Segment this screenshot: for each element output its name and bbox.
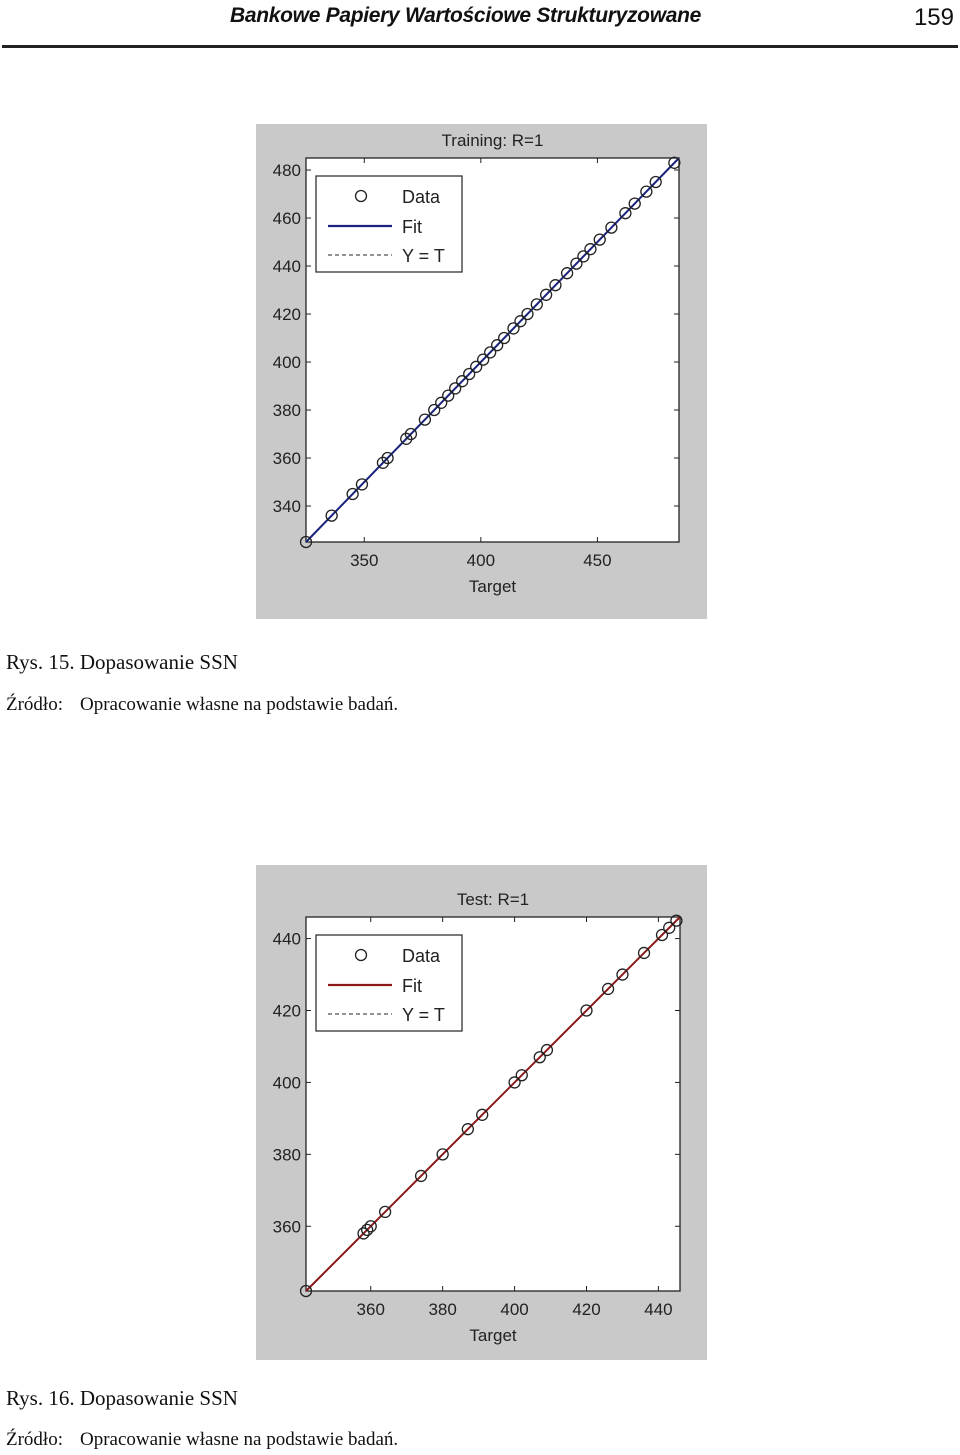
y-tick-label: 400 — [272, 1073, 301, 1093]
header-rule — [2, 45, 958, 48]
y-tick-label: 360 — [272, 1217, 301, 1237]
x-axis-label: Target — [468, 577, 517, 596]
figure-source-16 — [6, 1429, 398, 1451]
y-tick-label: 400 — [272, 353, 301, 372]
chart-training — [256, 124, 707, 619]
y-tick-label: 420 — [272, 1001, 301, 1021]
figure-training — [256, 124, 707, 619]
legend-label: Y = T — [402, 246, 445, 266]
legend-label: Data — [402, 946, 441, 966]
chart-title: Training: R=1 — [441, 131, 544, 150]
y-tick-label: 360 — [272, 449, 301, 468]
x-tick-label: 440 — [644, 1300, 673, 1319]
page-number: 159 — [913, 4, 954, 31]
legend-label: Fit — [402, 217, 422, 237]
x-tick-label: 450 — [583, 551, 612, 570]
legend-label: Y = T — [402, 1005, 445, 1025]
y-tick-label: 480 — [272, 161, 301, 180]
chart-title: Test: R=1 — [456, 890, 530, 909]
source-text: Opracowanie własne na podstawie badań. — [80, 1429, 399, 1450]
source-text: Opracowanie własne na podstawie badań. — [80, 694, 399, 715]
source-label: Źródło: — [6, 1429, 63, 1450]
running-title: Bankowe Papiery Wartościowe Strukturyzowane — [230, 4, 702, 27]
chart-test — [256, 865, 707, 1355]
y-tick-label: 420 — [272, 305, 301, 324]
figure-caption-15: Rys. 15. Dopasowanie SSN — [6, 650, 238, 674]
y-tick-label: 460 — [272, 209, 301, 228]
x-axis-label: Target — [469, 1326, 517, 1345]
x-tick-label: 380 — [428, 1300, 457, 1319]
legend-label: Data — [402, 187, 441, 207]
y-tick-label: 380 — [272, 401, 301, 420]
figure-source-15 — [6, 694, 398, 716]
page-header — [0, 0, 960, 48]
legend-label: Fit — [402, 976, 422, 996]
figure-caption-16: Rys. 16. Dopasowanie SSN — [6, 1386, 238, 1410]
y-tick-label: 380 — [272, 1145, 301, 1165]
x-tick-label: 400 — [500, 1300, 529, 1319]
x-tick-label: 360 — [356, 1300, 385, 1319]
source-label: Źródło: — [6, 694, 63, 715]
figure-test — [256, 865, 707, 1360]
x-tick-label: 350 — [350, 551, 379, 570]
x-tick-label: 400 — [466, 551, 496, 570]
y-tick-label: 440 — [272, 929, 301, 949]
y-tick-label: 440 — [272, 257, 301, 276]
y-tick-label: 340 — [272, 497, 301, 516]
x-tick-label: 420 — [572, 1300, 601, 1319]
